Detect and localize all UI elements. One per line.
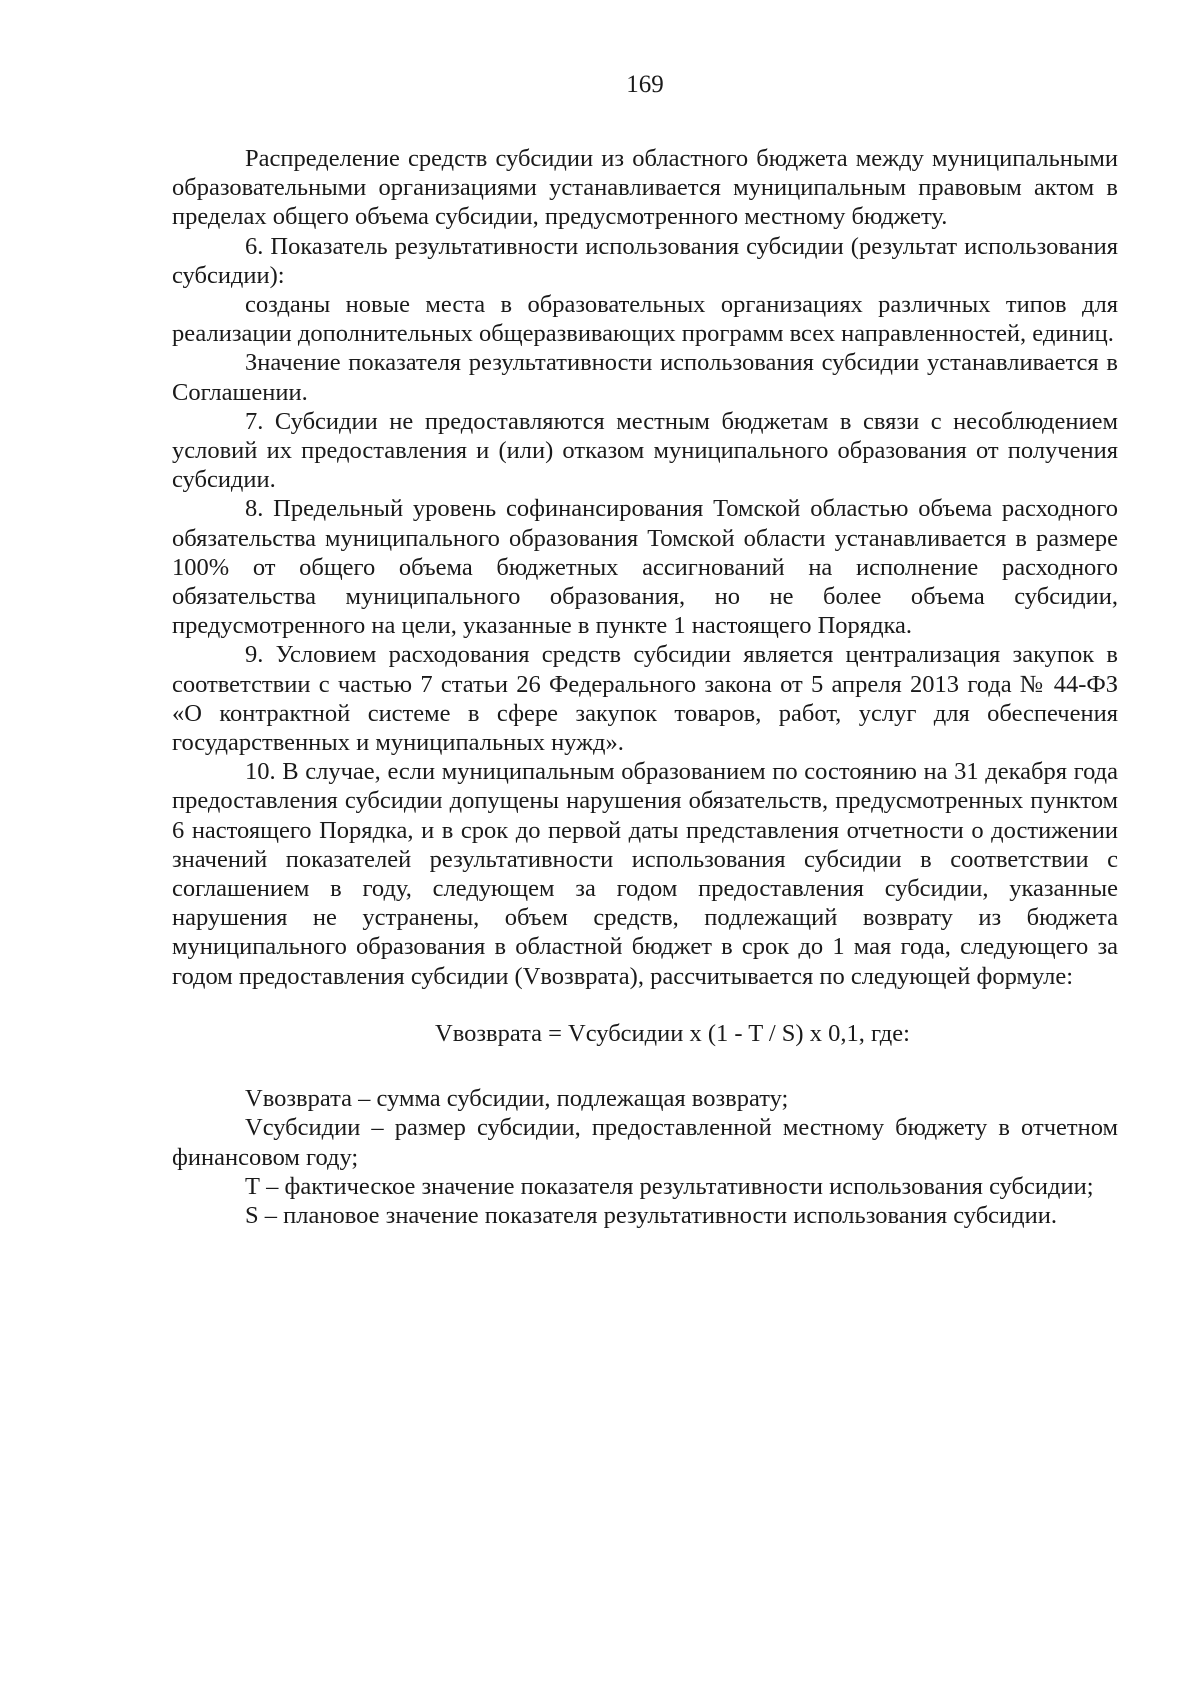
paragraph-new-places: созданы новые места в образовательных организациях различных типов для реализации дополнительных общеразвивающих программ всех направленностей, единиц. [172, 291, 1118, 348]
page-number: 169 [626, 71, 664, 98]
definition-s-planned: S – плановое значение показателя результативности использования субсидии. [245, 1201, 1057, 1229]
definition-t-actual: Т – фактическое значение показателя результативности использования субсидии; [245, 1172, 1094, 1200]
paragraph-9-procurement: 9. Условием расходования средств субсидии является централизация закупок в соответствии с частью 7 статьи 26 Федерального закона от 5 апреля 2013 года № 44-ФЗ «О контрактной системе в сфере закупок товаров, работ, услуг для обеспечения государственных и муниципальных нужд». [172, 641, 1118, 757]
paragraph-7-not-provided: 7. Субсидии не предоставляются местным бюджетам в связи с несоблюдением условий их предоставления и (или) отказом муниципального образования от получения субсидии. [172, 407, 1118, 494]
paragraph-8-cofinancing: 8. Предельный уровень софинансирования Томской областью объема расходного обязательства муниципального образования Томской области устанавливается в размере 100% от общего объема бюджетных ассигнований на исполнение расходного обязательства муниципального образования, но не более объема субсидии, предусмотренного на цели, указанные в пункте 1 настоящего Порядка. [172, 495, 1118, 640]
paragraph-indicator-value: Значение показателя результативности использования субсидии устанавливается в Соглашении. [172, 349, 1118, 406]
definition-v-subsidy: Vсубсидии – размер субсидии, предоставленной местному бюджету в отчетном финансовом году; [172, 1114, 1118, 1171]
refund-formula: Vвозврата = Vсубсидии x (1 - T / S) x 0,1, где: [435, 1019, 910, 1047]
paragraph-6-indicator: 6. Показатель результативности использования субсидии (результат использования субсидии): [172, 232, 1118, 289]
definition-v-refund: Vвозврата – сумма субсидии, подлежащая возврату; [245, 1085, 789, 1113]
paragraph-distribution: Распределение средств субсидии из областного бюджета между муниципальными образовательными организациями устанавливается муниципальным правовым актом в пределах общего объема субсидии, предусмотренного местному бюджету. [172, 145, 1118, 231]
document-page [172, 70, 1118, 1230]
paragraph-10-refund: 10. В случае, если муниципальным образованием по состоянию на 31 декабря года предоставления субсидии допущены нарушения обязательств, предусмотренных пунктом 6 настоящего Порядка, и в срок до первой даты представления отчетности о достижении значений показателей результативности использования субсидии в соответствии с соглашением в году, следующем за годом предоставления субсидии, указанные нарушения не устранены, объем средств, подлежащий возврату из бюджета муниципального образования в областной бюджет в срок до 1 мая года, следующего за годом предоставления субсидии (Vвозврата), рассчитывается по следующей формуле: [172, 758, 1118, 990]
